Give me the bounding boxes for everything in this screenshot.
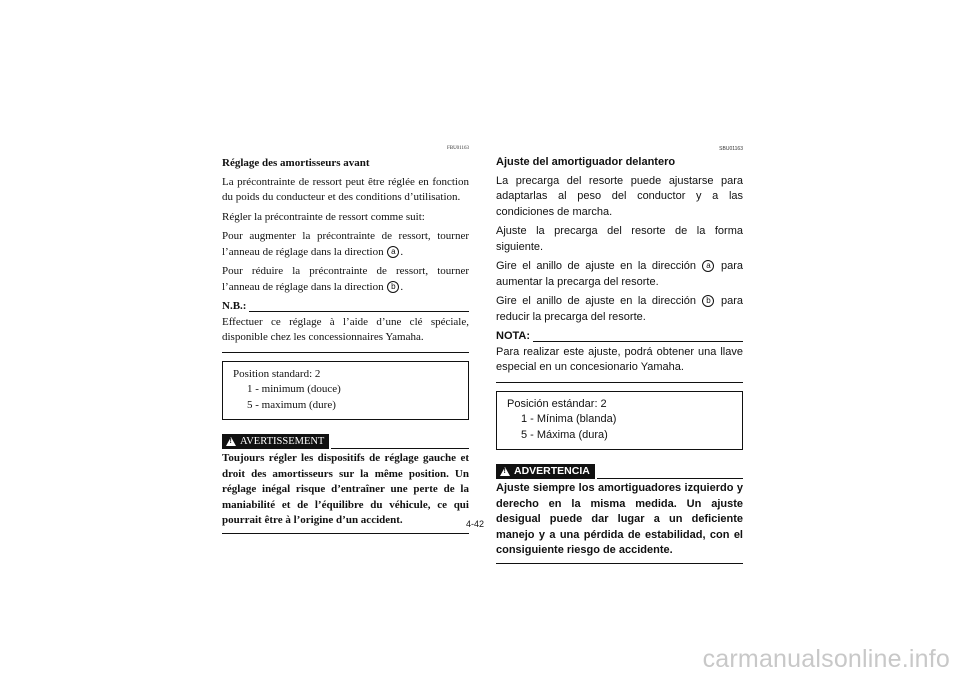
warning-rule <box>597 478 743 479</box>
french-column <box>222 146 469 534</box>
spanish-column <box>496 146 743 564</box>
warning-triangle-icon: ! <box>226 437 236 446</box>
note-end-rule <box>496 382 743 383</box>
warning-heading <box>496 464 743 479</box>
section-title: Ajuste del amortiguador delantero <box>496 156 676 168</box>
warning-badge <box>496 464 595 479</box>
position-maximum: 5 - Máxima (dura) <box>521 428 608 441</box>
note-heading <box>496 329 743 345</box>
warning-end-rule <box>222 533 469 534</box>
step-increase-text: Pour augmenter la précontrainte de ressort, tourner l’anneau de réglage dans la direction <box>222 230 469 258</box>
warning-triangle-icon: ! <box>500 467 510 476</box>
section-code: SBU01163 <box>719 146 743 152</box>
note-label: NOTA: <box>496 330 531 342</box>
warning-end-rule <box>496 563 743 564</box>
warning-heading <box>222 434 469 449</box>
standard-position: Posición estándar: 2 <box>507 397 607 410</box>
standard-position-box <box>496 391 743 451</box>
procedure-intro: Ajuste la precarga del resorte de la forma siguiente. <box>496 225 743 253</box>
warning-text: Toujours régler les dispositifs de réglage gauche et droit des amortisseurs sur la même position. Un réglage inégal risque d’entraîner une perte de la maniabilité et de l’équilibre du véhicule, ce qui pourrait être à l’origine d’un accident. <box>222 452 469 526</box>
procedure-intro: Régler la précontrainte de ressort comme suit: <box>222 210 425 223</box>
note-label: N.B.: <box>222 300 247 312</box>
step-decrease-after: para reducir la precarga del resorte. <box>496 295 744 323</box>
warning-label: AVERTISSEMENT <box>240 436 325 447</box>
note-text: Effectuer ce réglage à l’aide d’une clé spéciale, disponible chez les concessionnaires Yamaha. <box>222 315 469 343</box>
step-increase-after: para aumentar la precarga del resorte. <box>496 260 744 288</box>
intro-paragraph: La precarga del resorte puede ajustarse para adaptarlas al peso del conductor y a las condiciones de marcha. <box>496 174 743 218</box>
step-decrease-before: Gire el anillo de ajuste en la dirección <box>496 295 696 307</box>
section-title: Réglage des amortisseurs avant <box>222 157 370 169</box>
position-minimum: 1 - Mínima (blanda) <box>521 413 617 425</box>
direction-a-marker: a <box>702 260 714 272</box>
watermark: carmanualsonline.info <box>702 645 950 673</box>
warning-label: ADVERTENCIA <box>514 465 590 477</box>
position-minimum: 1 - minimum (douce) <box>247 383 341 395</box>
note-end-rule <box>222 352 469 353</box>
note-rule <box>249 311 469 312</box>
step-increase-before: Gire el anillo de ajuste en la dirección <box>496 260 696 272</box>
intro-paragraph: La précontrainte de ressort peut être réglée en fonction du poids du conducteur et des conditions d’utilisation. <box>222 175 469 203</box>
direction-b-marker: b <box>387 281 399 293</box>
note-text: Para realizar este ajuste, podrá obtener una llave especial en un concesionario Yamaha. <box>496 345 743 373</box>
step-increase: Pour augmenter la précontrainte de ressort, tourner l’anneau de réglage dans la direction a . <box>222 230 469 258</box>
section-code: FBU01163 <box>446 146 469 151</box>
direction-b-marker: b <box>702 295 714 307</box>
warning-badge <box>222 434 329 449</box>
warning-rule <box>331 448 469 449</box>
page-number: 4-42 <box>466 519 485 529</box>
step-increase <box>496 259 743 290</box>
step-decrease: Pour réduire la précontrainte de ressort, tourner l’anneau de réglage dans la direction b . <box>222 265 469 293</box>
note-heading <box>222 299 469 315</box>
standard-position: Position standard: 2 <box>233 367 321 380</box>
step-decrease <box>496 294 743 325</box>
step-decrease-text: Pour réduire la précontrainte de ressort, tourner l’anneau de réglage dans la direction <box>222 265 469 293</box>
standard-position-box <box>222 361 469 421</box>
warning-text: Ajuste siempre los amortiguadores izquierdo y derecho en la misma medida. Un ajuste desigual puede dar lugar a un deficiente manejo y a una pérdida de estabilidad, con el consiguiente riesgo de accidente. <box>496 482 743 556</box>
position-maximum: 5 - maximum (dure) <box>247 398 336 411</box>
direction-a-marker: a <box>387 246 399 258</box>
note-rule <box>533 341 743 342</box>
